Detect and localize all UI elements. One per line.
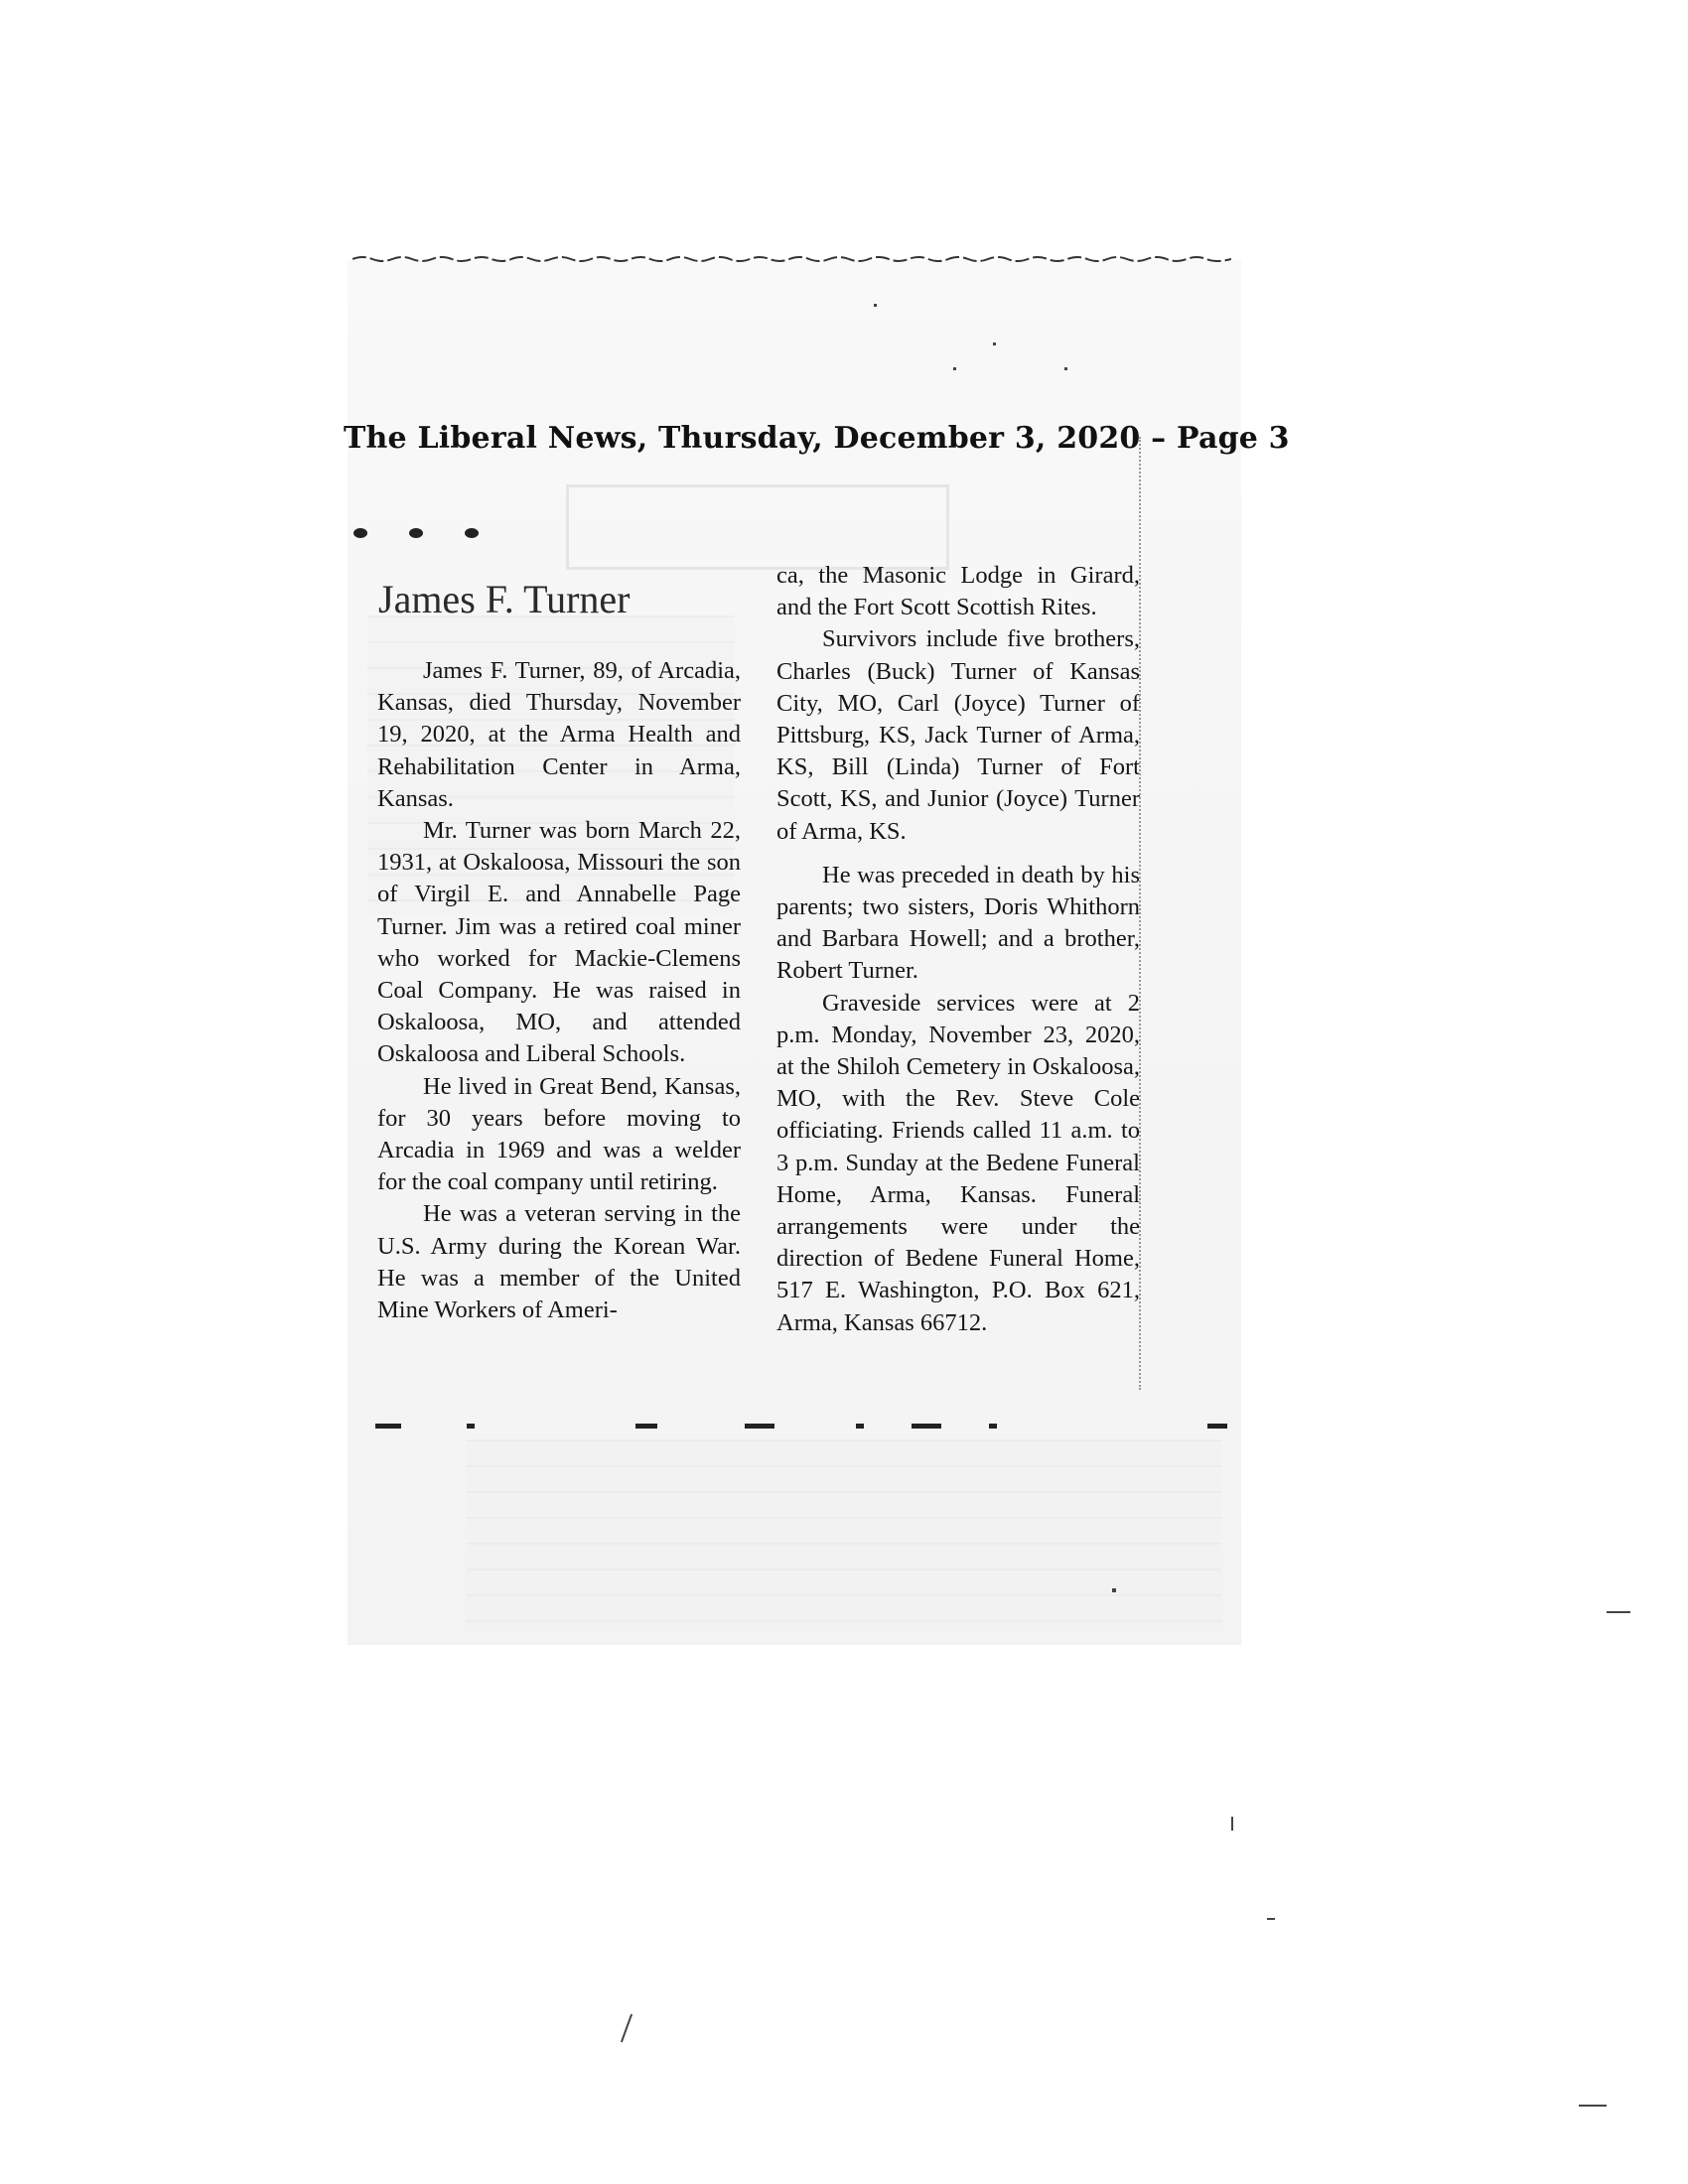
- bottom-cut-marks: [375, 1422, 1239, 1433]
- scan-speck: [1231, 1817, 1233, 1831]
- separator-dot: [409, 528, 423, 538]
- obituary-paragraph: Graveside services were at 2 p.m. Monday, November 23, 2020, at the Shiloh Cemetery in Oskaloosa, MO, with the Rev. Steve Cole officiating. Friends called 11 a.m. to 3 p.m. Sunday at the Bedene Funeral Home, Arma, Kansas. Funeral arrangements were under the direction of Bedene Funeral Home, 517 E. Washington, P.O. Box 621, Arma, Kansas 66712.: [776, 989, 1140, 1336]
- scan-speck: [1579, 2105, 1607, 2107]
- cut-mark: [856, 1424, 864, 1429]
- cut-mark: [989, 1424, 997, 1429]
- obituary-paragraph: Survivors include five brothers, Charles (Buck) Turner of Kansas City, MO, Carl (Joyce) Turner of Pittsburg, KS, Jack Turner of Arma, KS, Bill (Linda) Turner of Fort Scott, KS, and Junior (Joyce) Turner of Arma, KS.: [776, 625, 1140, 845]
- cut-mark: [912, 1424, 941, 1429]
- bleed-through-lunch-menu-box: [566, 484, 949, 570]
- obituary-right-column: [776, 560, 1140, 1339]
- scan-speck: [1607, 1611, 1630, 1613]
- obituary-paragraph: He lived in Great Bend, Kansas, for 30 years before moving to Arcadia in 1969 and was a welder for the coal company until retiring.: [377, 1072, 741, 1196]
- cut-mark: [375, 1424, 401, 1429]
- obituary-paragraph: James F. Turner, 89, of Arcadia, Kansas, died Thursday, November 19, 2020, at the Arma Health and Rehabilitation Center in Arma, Kansas.: [377, 657, 741, 812]
- scan-speck: [1267, 1918, 1275, 1920]
- separator-dot: [465, 528, 479, 538]
- obituary-paragraph: Mr. Turner was born March 22, 1931, at Oskaloosa, Missouri the son of Virgil E. and Annabelle Page Turner. Jim was a retired coal miner who worked for Mackie-Clemens Coal Company. He was raised in Oskaloosa, MO, and attended Oskaloosa and Liberal Schools.: [377, 817, 741, 1068]
- obituary-paragraph: He was a veteran serving in the U.S. Army during the Korean War. He was a member of the United Mine Workers of Ameri-: [377, 1200, 741, 1324]
- obituary-name-heading: James F. Turner: [378, 577, 631, 621]
- scan-speck: [874, 304, 877, 307]
- cut-mark: [635, 1424, 657, 1429]
- scan-speck: [953, 367, 956, 370]
- cut-mark: [467, 1424, 475, 1429]
- bleed-through-text-lower: [467, 1439, 1221, 1628]
- scan-speck: [1112, 1588, 1116, 1592]
- scan-speck: [1064, 367, 1067, 370]
- separator-dots: [353, 528, 492, 540]
- scan-speck: [621, 2014, 633, 2043]
- cut-mark: [745, 1424, 774, 1429]
- obituary-paragraph: He was preceded in death by his parents; two sisters, Doris Whithorn and Barbara Howell; and a brother, Robert Turner.: [776, 861, 1140, 985]
- torn-paper-edge: [352, 253, 1231, 267]
- cut-mark: [1207, 1424, 1227, 1429]
- column-edge-dotted-rule: [1139, 437, 1141, 1390]
- obituary-left-column: [377, 655, 741, 1326]
- scan-speck: [993, 342, 996, 345]
- newspaper-masthead: The Liberal News, Thursday, December 3, 2020 – Page 3: [344, 421, 1290, 456]
- obituary-paragraph-continuation: ca, the Masonic Lodge in Girard, and the Fort Scott Scottish Rites.: [776, 562, 1140, 621]
- separator-dot: [353, 528, 367, 538]
